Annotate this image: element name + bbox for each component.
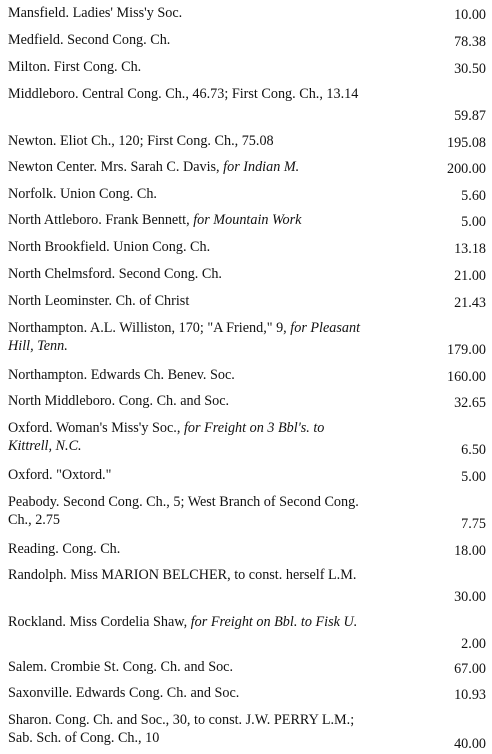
entry-amount: 6.50 (461, 442, 486, 458)
entry-text: Reading. Cong. Ch. (8, 541, 121, 557)
entry-text: Rockland. Miss Cordelia Shaw, (8, 614, 191, 630)
entry-description (8, 319, 366, 355)
ledger-entry (0, 366, 492, 386)
entry-description (8, 366, 366, 384)
entry-description (8, 31, 366, 49)
entry-text: Newton Center. Mrs. Sarah C. Davis, (8, 159, 224, 175)
entry-amount: 30.00 (454, 589, 486, 605)
entry-description (8, 58, 366, 76)
entry-description (8, 613, 366, 631)
entry-text: Northampton. A.L. Williston, 170; "A Friend," 9, (8, 320, 291, 336)
entry-text: North Middleboro. Cong. Ch. and Soc. (8, 393, 230, 409)
entry-amount: 59.87 (454, 108, 486, 124)
entry-description (8, 392, 366, 410)
ledger-entry (0, 185, 492, 205)
entry-amount: 21.00 (454, 268, 486, 284)
entry-description (8, 132, 366, 150)
entry-description (8, 419, 366, 455)
entry-amount: 10.93 (454, 687, 486, 703)
entry-description (8, 493, 366, 529)
entry-description (8, 158, 366, 176)
entry-description (8, 265, 366, 283)
entry-amount: 179.00 (446, 342, 486, 358)
ledger-entry (0, 319, 492, 359)
entry-amount: 160.00 (446, 369, 486, 385)
entry-amount: 7.75 (461, 516, 486, 532)
entry-amount: 40.00 (454, 736, 486, 752)
entry-description (8, 566, 366, 584)
entry-text: Oxford. Woman's Miss'y Soc., (8, 420, 184, 436)
entry-amount: 5.60 (461, 188, 486, 204)
entry-amount: 67.00 (454, 661, 486, 677)
entry-description (8, 711, 366, 747)
entry-description (8, 185, 366, 203)
entry-description (8, 658, 366, 676)
entry-text: Saxonville. Edwards Cong. Ch. and Soc. (8, 685, 240, 701)
entry-amount: 32.65 (454, 395, 486, 411)
entry-amount: 195.08 (446, 135, 486, 151)
ledger-entry (0, 684, 492, 704)
entry-purpose: for Freight on Bbl. to Fisk U. (190, 614, 358, 630)
ledger-entry (0, 419, 492, 459)
entry-amount: 200.00 (446, 161, 486, 177)
ledger-entry (0, 211, 492, 231)
entry-amount: 5.00 (461, 214, 486, 230)
ledger-entry (0, 658, 492, 678)
ledger-entry (0, 493, 492, 533)
entry-text: North Leominster. Ch. of Christ (8, 293, 190, 309)
ledger-entry (0, 613, 492, 653)
entry-amount: 30.50 (454, 61, 486, 77)
entry-text: North Attleboro. Frank Bennett, (8, 212, 194, 228)
entry-text: Peabody. Second Cong. Ch., 5; West Branch of Second Cong. Ch., 2.75 (8, 494, 359, 528)
entry-amount: 78.38 (454, 34, 486, 50)
entry-description (8, 4, 366, 22)
ledger-entry (0, 85, 492, 125)
entry-amount: 10.00 (454, 7, 486, 23)
entry-description (8, 85, 366, 103)
entry-text: Randolph. Miss MARION BELCHER, to const. herself L.M. (8, 567, 357, 583)
entry-description (8, 292, 366, 310)
ledger-entry (0, 392, 492, 412)
ledger-entry (0, 4, 492, 24)
ledger-entry (0, 158, 492, 178)
entry-purpose: for Freight on 3 Bbl's. to Kittrell, N.C. (8, 420, 325, 454)
entry-text: Oxford. "Oxtord." (8, 467, 112, 483)
ledger-entry (0, 566, 492, 606)
entry-text: North Chelmsford. Second Cong. Ch. (8, 266, 222, 282)
entry-description (8, 684, 366, 702)
ledger-entry (0, 292, 492, 312)
ledger-entry (0, 58, 492, 78)
entry-amount: 5.00 (461, 469, 486, 485)
entry-text: North Brookfield. Union Cong. Ch. (8, 239, 211, 255)
entry-text: Milton. First Cong. Ch. (8, 59, 142, 75)
entry-text: Middleboro. Central Cong. Ch., 46.73; First Cong. Ch., 13.14 (8, 86, 359, 102)
entry-text: Medfield. Second Cong. Ch. (8, 32, 171, 48)
ledger-entry (0, 540, 492, 560)
ledger-entry (0, 238, 492, 258)
ledger-entry (0, 31, 492, 51)
entry-text: Norfolk. Union Cong. Ch. (8, 186, 157, 202)
entry-text: Sharon. Cong. Ch. and Soc., 30, to const. J.W. PERRY L.M.; Sab. Sch. of Cong. Ch., 10 (8, 712, 355, 746)
entry-description (8, 466, 366, 484)
entry-purpose: for Mountain Work (193, 212, 302, 228)
ledger-entry (0, 711, 492, 753)
entry-description (8, 211, 366, 229)
entry-text: Newton. Eliot Ch., 120; First Cong. Ch., 75.08 (8, 133, 274, 149)
entry-text: Salem. Crombie St. Cong. Ch. and Soc. (8, 659, 234, 675)
entry-description (8, 540, 366, 558)
entry-text: Northampton. Edwards Ch. Benev. Soc. (8, 367, 235, 383)
ledger-entry (0, 466, 492, 486)
entry-text: Mansfield. Ladies' Miss'y Soc. (8, 5, 183, 21)
entry-amount: 13.18 (454, 241, 486, 257)
ledger-entry (0, 132, 492, 152)
entry-amount: 18.00 (454, 543, 486, 559)
ledger-entry (0, 265, 492, 285)
entry-purpose: for Indian M. (223, 159, 300, 175)
entry-purpose: for Pleasant Hill, Tenn. (8, 320, 361, 354)
entry-amount: 21.43 (454, 295, 486, 311)
entry-amount: 2.00 (461, 636, 486, 652)
entry-description (8, 238, 366, 256)
